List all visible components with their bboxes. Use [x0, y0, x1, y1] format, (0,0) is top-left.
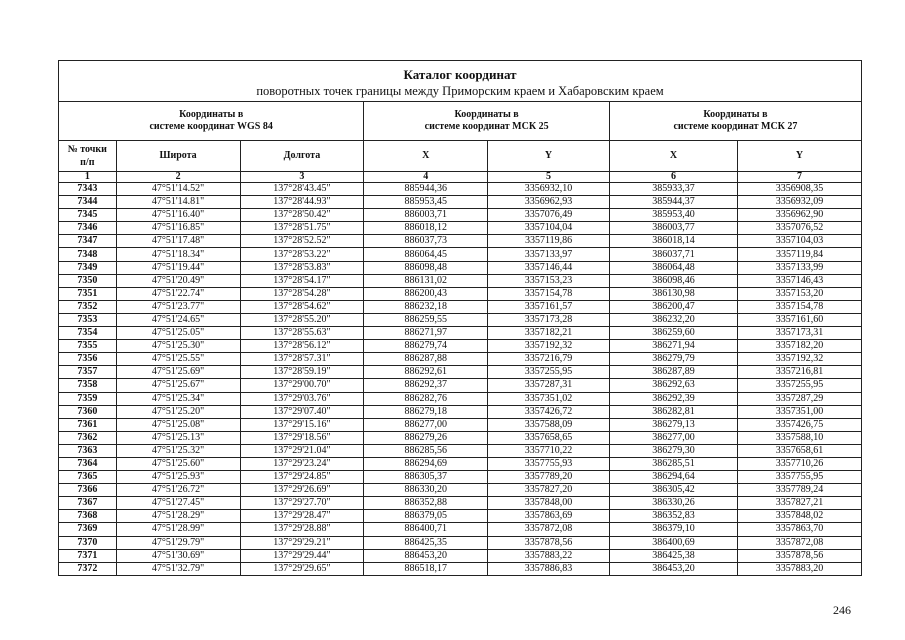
col-header-latitude: Широта [116, 141, 240, 172]
cell-point-number: 7350 [59, 274, 117, 287]
cell-x-msk27: 386259,60 [609, 327, 737, 340]
table-row [59, 431, 862, 444]
cell-point-number: 7368 [59, 510, 117, 523]
cell-y-msk27: 3357878,56 [738, 549, 862, 562]
cell-longitude: 137°29'07.40" [240, 405, 364, 418]
cell-x-msk27: 386232,20 [609, 313, 737, 326]
cell-point-number: 7346 [59, 222, 117, 235]
cell-y-msk25: 3357872,08 [488, 523, 610, 536]
cell-y-msk25: 3357216,79 [488, 353, 610, 366]
col-header-y-msk27: Y [738, 141, 862, 172]
cell-x-msk27: 386279,13 [609, 418, 737, 431]
cell-y-msk27: 3357287,29 [738, 392, 862, 405]
cell-x-msk27: 386352,83 [609, 510, 737, 523]
table-row [59, 484, 862, 497]
cell-latitude: 47°51'18.34" [116, 248, 240, 261]
cell-latitude: 47°51'25.05" [116, 327, 240, 340]
cell-latitude: 47°51'27.45" [116, 497, 240, 510]
cell-longitude: 137°28'56.12" [240, 340, 364, 353]
cell-x-msk25: 886305,37 [364, 471, 488, 484]
cell-y-msk27: 3357872,08 [738, 536, 862, 549]
cell-point-number: 7367 [59, 497, 117, 510]
cell-latitude: 47°51'16.40" [116, 209, 240, 222]
cell-point-number: 7354 [59, 327, 117, 340]
cell-x-msk27: 386279,79 [609, 353, 737, 366]
col-number: 5 [488, 172, 610, 183]
col-header-x-msk25: X [364, 141, 488, 172]
cell-latitude: 47°51'29.79" [116, 536, 240, 549]
cell-point-number: 7371 [59, 549, 117, 562]
cell-x-msk25: 886279,74 [364, 340, 488, 353]
title-block [59, 61, 862, 102]
cell-x-msk25: 885953,45 [364, 196, 488, 209]
cell-point-number: 7355 [59, 340, 117, 353]
cell-latitude: 47°51'25.93" [116, 471, 240, 484]
cell-y-msk27: 3357588,10 [738, 431, 862, 444]
table-row [59, 274, 862, 287]
cell-y-msk25: 3357588,09 [488, 418, 610, 431]
cell-longitude: 137°29'27.70" [240, 497, 364, 510]
col-number: 1 [59, 172, 117, 183]
cell-x-msk25: 886453,20 [364, 549, 488, 562]
cell-longitude: 137°29'15.16" [240, 418, 364, 431]
cell-y-msk25: 3357146,44 [488, 261, 610, 274]
cell-x-msk27: 386400,69 [609, 536, 737, 549]
col-number: 7 [738, 172, 862, 183]
cell-point-number: 7352 [59, 300, 117, 313]
table-row [59, 562, 862, 575]
col-number: 2 [116, 172, 240, 183]
cell-point-number: 7344 [59, 196, 117, 209]
cell-point-number: 7360 [59, 405, 117, 418]
table-row [59, 300, 862, 313]
cell-latitude: 47°51'22.74" [116, 287, 240, 300]
cell-x-msk27: 386425,38 [609, 549, 737, 562]
cell-y-msk25: 3357287,31 [488, 379, 610, 392]
cell-y-msk27: 3357883,20 [738, 562, 862, 575]
cell-y-msk27: 3357827,21 [738, 497, 862, 510]
table-row [59, 183, 862, 196]
cell-x-msk27: 386277,00 [609, 431, 737, 444]
table-row [59, 523, 862, 536]
page-number: 246 [833, 603, 851, 617]
cell-point-number: 7363 [59, 444, 117, 457]
cell-latitude: 47°51'19.44" [116, 261, 240, 274]
cell-x-msk25: 886232,18 [364, 300, 488, 313]
cell-y-msk25: 3357192,32 [488, 340, 610, 353]
cell-x-msk25: 886003,71 [364, 209, 488, 222]
cell-longitude: 137°28'55.63" [240, 327, 364, 340]
cell-x-msk27: 385944,37 [609, 196, 737, 209]
cell-y-msk25: 3357154,78 [488, 287, 610, 300]
cell-x-msk27: 386379,10 [609, 523, 737, 536]
table-row [59, 353, 862, 366]
cell-y-msk27: 3357789,24 [738, 484, 862, 497]
cell-y-msk27: 3357076,52 [738, 222, 862, 235]
cell-x-msk25: 886379,05 [364, 510, 488, 523]
cell-y-msk27: 3357182,20 [738, 340, 862, 353]
cell-point-number: 7359 [59, 392, 117, 405]
cell-latitude: 47°51'25.67" [116, 379, 240, 392]
table-row [59, 222, 862, 235]
cell-latitude: 47°51'17.48" [116, 235, 240, 248]
cell-y-msk25: 3357153,23 [488, 274, 610, 287]
cell-longitude: 137°28'53.22" [240, 248, 364, 261]
cell-y-msk27: 3357173,31 [738, 327, 862, 340]
cell-latitude: 47°51'23.77" [116, 300, 240, 313]
table-row [59, 248, 862, 261]
cell-x-msk27: 386292,39 [609, 392, 737, 405]
cell-latitude: 47°51'25.60" [116, 457, 240, 470]
col-number: 3 [240, 172, 364, 183]
column-number-row [59, 172, 862, 183]
cell-longitude: 137°28'57.31" [240, 353, 364, 366]
cell-x-msk25: 886285,56 [364, 444, 488, 457]
table-row [59, 457, 862, 470]
cell-latitude: 47°51'25.13" [116, 431, 240, 444]
cell-longitude: 137°29'28.88" [240, 523, 364, 536]
cell-longitude: 137°29'18.56" [240, 431, 364, 444]
cell-y-msk25: 3357104,04 [488, 222, 610, 235]
cell-y-msk25: 3357886,83 [488, 562, 610, 575]
cell-y-msk25: 3357863,69 [488, 510, 610, 523]
cell-x-msk25: 886352,88 [364, 497, 488, 510]
cell-latitude: 47°51'25.55" [116, 353, 240, 366]
cell-y-msk27: 3356962,90 [738, 209, 862, 222]
cell-longitude: 137°28'55.20" [240, 313, 364, 326]
table-row [59, 196, 862, 209]
cell-y-msk25: 3357658,65 [488, 431, 610, 444]
cell-x-msk25: 886064,45 [364, 248, 488, 261]
cell-point-number: 7361 [59, 418, 117, 431]
cell-point-number: 7366 [59, 484, 117, 497]
cell-y-msk25: 3356932,10 [488, 183, 610, 196]
col-number: 6 [609, 172, 737, 183]
cell-x-msk27: 386098,46 [609, 274, 737, 287]
col-number: 4 [364, 172, 488, 183]
cell-x-msk25: 885944,36 [364, 183, 488, 196]
cell-longitude: 137°28'54.17" [240, 274, 364, 287]
cell-x-msk25: 886330,20 [364, 484, 488, 497]
cell-longitude: 137°29'00.70" [240, 379, 364, 392]
cell-longitude: 137°28'44.93" [240, 196, 364, 209]
cell-y-msk27: 3357161,60 [738, 313, 862, 326]
cell-latitude: 47°51'28.29" [116, 510, 240, 523]
document-subtitle: поворотных точек границы между Приморским краем и Хабаровским краем [256, 84, 664, 99]
cell-y-msk25: 3357119,86 [488, 235, 610, 248]
cell-x-msk27: 386003,77 [609, 222, 737, 235]
cell-latitude: 47°51'24.65" [116, 313, 240, 326]
cell-longitude: 137°29'03.76" [240, 392, 364, 405]
cell-x-msk25: 886400,71 [364, 523, 488, 536]
cell-point-number: 7364 [59, 457, 117, 470]
cell-longitude: 137°28'43.45" [240, 183, 364, 196]
cell-x-msk25: 886279,26 [364, 431, 488, 444]
col-header-point: № точки п/п [59, 141, 117, 172]
cell-y-msk27: 3357426,75 [738, 418, 862, 431]
table-row [59, 261, 862, 274]
cell-point-number: 7358 [59, 379, 117, 392]
group-header-wgs84: Координаты в системе координат WGS 84 [59, 102, 364, 141]
cell-y-msk27: 3357146,43 [738, 274, 862, 287]
cell-longitude: 137°28'53.83" [240, 261, 364, 274]
table-row [59, 497, 862, 510]
coordinate-catalog [58, 60, 862, 576]
catalog-table [58, 60, 862, 576]
cell-y-msk27: 3356932,09 [738, 196, 862, 209]
cell-y-msk25: 3357182,21 [488, 327, 610, 340]
cell-y-msk27: 3357848,02 [738, 510, 862, 523]
cell-x-msk27: 385953,40 [609, 209, 737, 222]
cell-y-msk25: 3357789,20 [488, 471, 610, 484]
cell-point-number: 7351 [59, 287, 117, 300]
cell-x-msk25: 886292,37 [364, 379, 488, 392]
table-row [59, 209, 862, 222]
cell-x-msk27: 386271,94 [609, 340, 737, 353]
cell-x-msk25: 886292,61 [364, 366, 488, 379]
cell-y-msk27: 3357755,95 [738, 471, 862, 484]
cell-x-msk27: 386453,20 [609, 562, 737, 575]
cell-x-msk25: 886098,48 [364, 261, 488, 274]
cell-point-number: 7365 [59, 471, 117, 484]
cell-x-msk25: 886287,88 [364, 353, 488, 366]
cell-x-msk27: 386305,42 [609, 484, 737, 497]
cell-longitude: 137°28'51.75" [240, 222, 364, 235]
cell-y-msk27: 3357255,95 [738, 379, 862, 392]
cell-y-msk27: 3357351,00 [738, 405, 862, 418]
cell-longitude: 137°29'23.24" [240, 457, 364, 470]
cell-x-msk27: 386200,47 [609, 300, 737, 313]
cell-longitude: 137°29'29.21" [240, 536, 364, 549]
cell-y-msk25: 3357848,00 [488, 497, 610, 510]
table-row [59, 510, 862, 523]
cell-point-number: 7343 [59, 183, 117, 196]
cell-longitude: 137°29'29.65" [240, 562, 364, 575]
cell-y-msk25: 3357076,49 [488, 209, 610, 222]
cell-x-msk27: 386285,51 [609, 457, 737, 470]
table-row [59, 536, 862, 549]
cell-x-msk25: 886271,97 [364, 327, 488, 340]
cell-point-number: 7348 [59, 248, 117, 261]
cell-y-msk27: 3357658,61 [738, 444, 862, 457]
cell-latitude: 47°51'25.32" [116, 444, 240, 457]
table-row [59, 405, 862, 418]
cell-y-msk27: 3357710,26 [738, 457, 862, 470]
cell-y-msk25: 3357133,97 [488, 248, 610, 261]
cell-x-msk27: 386330,26 [609, 497, 737, 510]
cell-latitude: 47°51'32.79" [116, 562, 240, 575]
cell-point-number: 7370 [59, 536, 117, 549]
cell-latitude: 47°51'14.52" [116, 183, 240, 196]
group-header-msk27: Координаты в системе координат МСК 27 [609, 102, 861, 141]
table-row [59, 366, 862, 379]
cell-latitude: 47°51'16.85" [116, 222, 240, 235]
cell-longitude: 137°29'26.69" [240, 484, 364, 497]
cell-longitude: 137°28'50.42" [240, 209, 364, 222]
cell-y-msk25: 3357426,72 [488, 405, 610, 418]
cell-x-msk27: 385933,37 [609, 183, 737, 196]
cell-longitude: 137°29'24.85" [240, 471, 364, 484]
table-row [59, 444, 862, 457]
cell-longitude: 137°28'59.19" [240, 366, 364, 379]
column-header-row [59, 141, 862, 172]
cell-point-number: 7356 [59, 353, 117, 366]
table-row [59, 471, 862, 484]
cell-x-msk25: 886037,73 [364, 235, 488, 248]
cell-y-msk25: 3357710,22 [488, 444, 610, 457]
cell-point-number: 7369 [59, 523, 117, 536]
table-row [59, 340, 862, 353]
cell-y-msk25: 3357878,56 [488, 536, 610, 549]
cell-point-number: 7372 [59, 562, 117, 575]
cell-longitude: 137°29'28.47" [240, 510, 364, 523]
cell-x-msk25: 886294,69 [364, 457, 488, 470]
cell-latitude: 47°51'25.20" [116, 405, 240, 418]
cell-longitude: 137°28'52.52" [240, 235, 364, 248]
cell-point-number: 7345 [59, 209, 117, 222]
cell-longitude: 137°28'54.62" [240, 300, 364, 313]
cell-x-msk25: 886518,17 [364, 562, 488, 575]
cell-x-msk27: 386064,48 [609, 261, 737, 274]
cell-point-number: 7353 [59, 313, 117, 326]
cell-x-msk27: 386018,14 [609, 235, 737, 248]
cell-latitude: 47°51'14.81" [116, 196, 240, 209]
cell-y-msk27: 3357119,84 [738, 248, 862, 261]
col-header-longitude: Долгота [240, 141, 364, 172]
cell-x-msk27: 386287,89 [609, 366, 737, 379]
table-row [59, 418, 862, 431]
cell-y-msk25: 3357351,02 [488, 392, 610, 405]
cell-latitude: 47°51'30.69" [116, 549, 240, 562]
cell-y-msk25: 3356962,93 [488, 196, 610, 209]
group-header-msk25: Координаты в системе координат МСК 25 [364, 102, 610, 141]
cell-y-msk25: 3357161,57 [488, 300, 610, 313]
col-header-x-msk27: X [609, 141, 737, 172]
cell-x-msk25: 886279,18 [364, 405, 488, 418]
cell-y-msk27: 3357104,03 [738, 235, 862, 248]
cell-y-msk25: 3357883,22 [488, 549, 610, 562]
cell-y-msk27: 3357154,78 [738, 300, 862, 313]
cell-longitude: 137°29'29.44" [240, 549, 364, 562]
cell-y-msk27: 3357192,32 [738, 353, 862, 366]
cell-latitude: 47°51'25.69" [116, 366, 240, 379]
cell-y-msk25: 3357755,93 [488, 457, 610, 470]
table-row [59, 313, 862, 326]
col-header-y-msk25: Y [488, 141, 610, 172]
cell-y-msk25: 3357255,95 [488, 366, 610, 379]
table-row [59, 379, 862, 392]
cell-point-number: 7362 [59, 431, 117, 444]
cell-x-msk25: 886282,76 [364, 392, 488, 405]
cell-point-number: 7349 [59, 261, 117, 274]
cell-x-msk25: 886259,55 [364, 313, 488, 326]
table-row [59, 327, 862, 340]
cell-y-msk27: 3357153,20 [738, 287, 862, 300]
cell-x-msk25: 886200,43 [364, 287, 488, 300]
table-row [59, 392, 862, 405]
cell-y-msk27: 3356908,35 [738, 183, 862, 196]
cell-y-msk27: 3357133,99 [738, 261, 862, 274]
table-row [59, 287, 862, 300]
cell-y-msk27: 3357216,81 [738, 366, 862, 379]
cell-x-msk27: 386279,30 [609, 444, 737, 457]
cell-latitude: 47°51'25.30" [116, 340, 240, 353]
cell-point-number: 7357 [59, 366, 117, 379]
cell-latitude: 47°51'25.08" [116, 418, 240, 431]
cell-point-number: 7347 [59, 235, 117, 248]
cell-y-msk25: 3357173,28 [488, 313, 610, 326]
table-row [59, 235, 862, 248]
table-row [59, 549, 862, 562]
cell-y-msk27: 3357863,70 [738, 523, 862, 536]
cell-latitude: 47°51'25.34" [116, 392, 240, 405]
cell-x-msk27: 386292,63 [609, 379, 737, 392]
cell-x-msk27: 386282,81 [609, 405, 737, 418]
cell-longitude: 137°28'54.28" [240, 287, 364, 300]
cell-x-msk25: 886425,35 [364, 536, 488, 549]
cell-y-msk25: 3357827,20 [488, 484, 610, 497]
cell-x-msk25: 886131,02 [364, 274, 488, 287]
cell-latitude: 47°51'26.72" [116, 484, 240, 497]
cell-x-msk25: 886277,00 [364, 418, 488, 431]
cell-x-msk27: 386130,98 [609, 287, 737, 300]
document-title: Каталог координат [403, 67, 517, 83]
cell-latitude: 47°51'20.49" [116, 274, 240, 287]
cell-longitude: 137°29'21.04" [240, 444, 364, 457]
cell-latitude: 47°51'28.99" [116, 523, 240, 536]
cell-x-msk27: 386294,64 [609, 471, 737, 484]
cell-x-msk27: 386037,71 [609, 248, 737, 261]
cell-x-msk25: 886018,12 [364, 222, 488, 235]
